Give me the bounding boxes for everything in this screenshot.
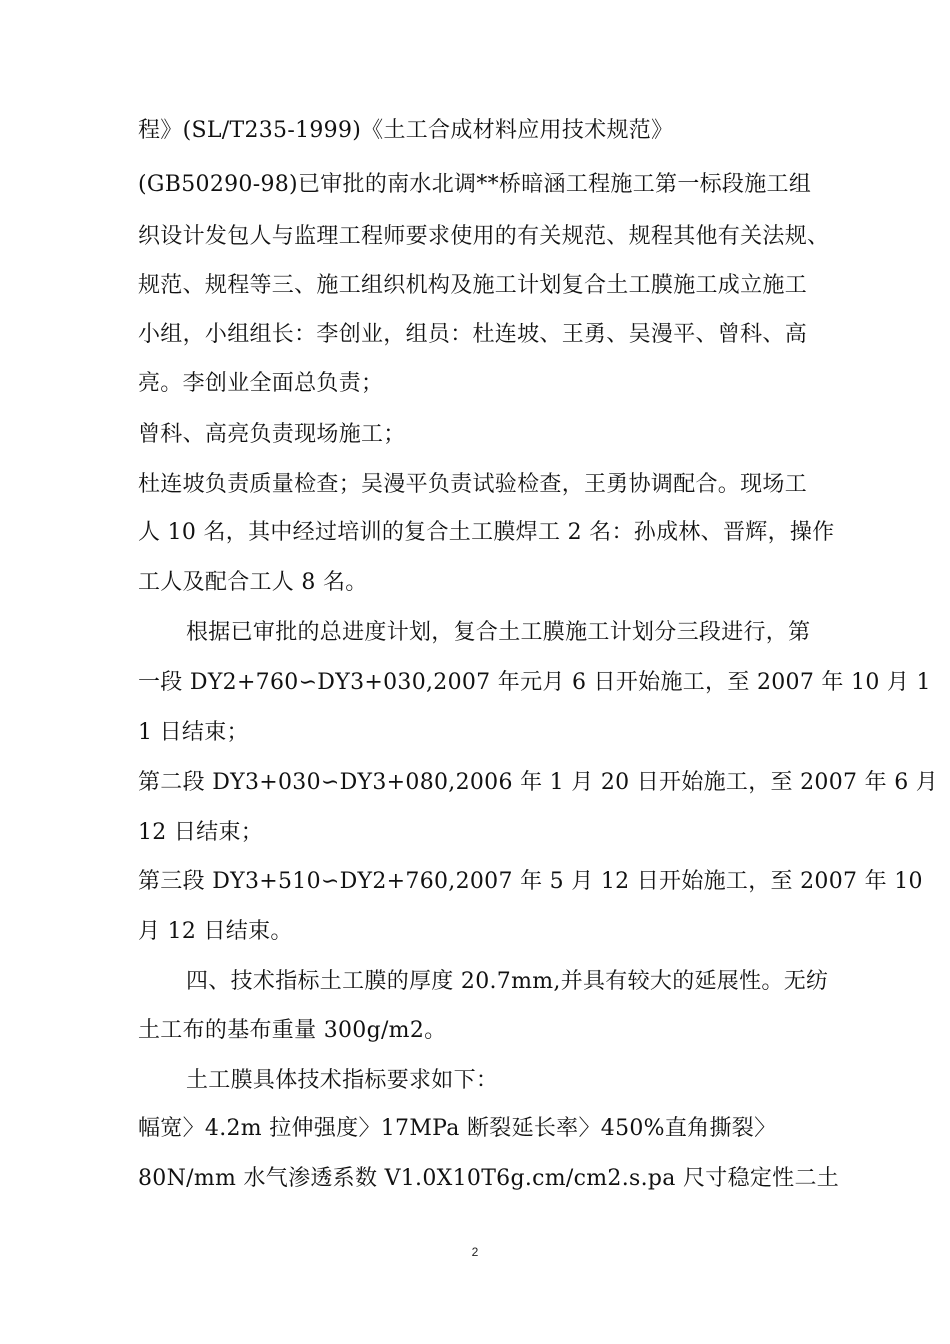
text-line: 小组，小组组长：李创业，组员：杜连坡、王勇、吴漫平、曾科、高 [138, 322, 808, 347]
text-line: 织设计发包人与监理工程师要求使用的有关规范、规程其他有关法规、 [138, 224, 830, 249]
text-line: 幅宽〉4.2m 拉伸强度〉17MPa 断裂延长率〉450%直角撕裂〉 [138, 1116, 777, 1141]
text-line: 亮。李创业全面总负责； [138, 371, 384, 396]
text-line: 月 12 日结束。 [138, 919, 293, 944]
page-number: 2 [471, 1245, 479, 1259]
text-line: 12 日结束； [138, 820, 264, 845]
text-line: 根据已审批的总进度计划，复合土工膜施工计划分三段进行，第 [186, 620, 811, 645]
text-line: 土工膜具体技术指标要求如下： [186, 1068, 499, 1093]
text-line: 一段 DY2+760∽DY3+030,2007 年元月 6 日开始施工，至 2007 年 10 月 1 [138, 670, 931, 695]
text-line: 杜连坡负责质量检查；吴漫平负责试验检查，王勇协调配合。现场工 [138, 472, 808, 497]
text-line: 土工布的基布重量 300g/m2。 [138, 1018, 447, 1043]
text-line: 工人及配合工人 8 名。 [138, 570, 368, 595]
text-line: 四、技术指标土工膜的厚度 20.7mm,并具有较大的延展性。无纺 [186, 969, 829, 994]
text-line: (GB50290-98)已审批的南水北调**桥暗涵工程施工第一标段施工组 [138, 172, 812, 197]
text-line: 程》(SL/T235-1999)《土工合成材料应用技术规范》 [138, 118, 674, 143]
text-line: 规范、规程等三、施工组织机构及施工计划复合土工膜施工成立施工 [138, 273, 808, 298]
text-line: 人 10 名，其中经过培训的复合土工膜焊工 2 名：孙成林、晋辉，操作 [138, 520, 835, 545]
text-line: 曾科、高亮负责现场施工； [138, 422, 406, 447]
text-line: 1 日结束； [138, 720, 249, 745]
text-line: 第三段 DY3+510∽DY2+760,2007 年 5 月 12 日开始施工，至 2007 年 10 [138, 869, 923, 894]
text-line: 80N/mm 水气渗透系数 V1.0X10T6g.cm/cm2.s.pa 尺寸稳定性二土 [138, 1166, 840, 1191]
text-line: 第二段 DY3+030∽DY3+080,2006 年 1 月 20 日开始施工，至 2007 年 6 月 [138, 770, 939, 795]
